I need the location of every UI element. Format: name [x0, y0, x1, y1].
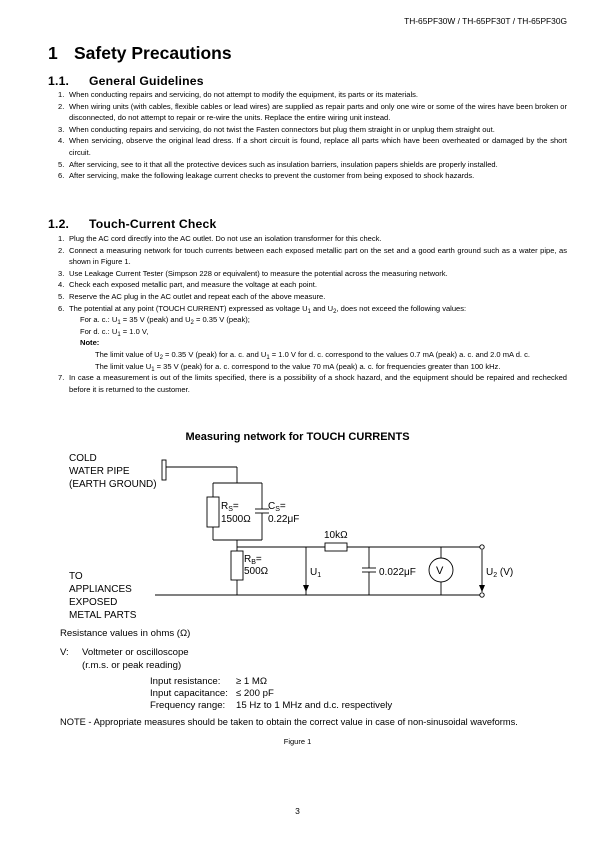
item-text: After servicing, see to it that all the protective devices such as insulation barriers, insulation papers shields are properly installed. [69, 159, 498, 169]
r10k-label: 10kΩ [324, 530, 348, 541]
voltmeter-desc-2: (r.m.s. or peak reading) [82, 660, 182, 671]
item-text: Connect a measuring network for touch currents between each exposed metallic part on the set and a good earth ground such as a water pipe, as shown in Figure 1. [69, 245, 567, 267]
item-text: Check each exposed metallic part, and measure the voltage at each point. [69, 280, 317, 290]
subsection-title-text: Touch-Current Check [89, 217, 217, 231]
page-number: 3 [295, 806, 300, 816]
item-text: When wiring units (with cables, flexible cables or lead wires) are supplied as repair parts and only one wire or some of the wires have been broken or disconnected, do not attempt to repair or re-wire the units. Replace the entire wiring unit instead. [69, 101, 567, 123]
item-number: 6. [58, 171, 65, 181]
item-number: 1. [58, 90, 65, 99]
water-pipe-symbol [162, 460, 166, 480]
item-number: 2. [58, 101, 65, 111]
exposed-label: EXPOSED [69, 597, 118, 608]
item-number: 5. [58, 159, 65, 169]
ac-limit-line: For a. c.: $U_1 = 35$ V (peak) and $U_2 = 0.35$ V (peak); [80, 315, 250, 327]
input-capacitance-label: Input capacitance: [150, 688, 228, 699]
input-resistance-label: Input resistance: [150, 676, 221, 687]
diagram-title: Measuring network for TOUCH CURRENTS [185, 431, 410, 443]
voltmeter-label: V [436, 565, 444, 577]
item-text: Reserve the AC plug in the AC outlet and repeat each of the above measure. [69, 291, 326, 301]
cold-label: COLD [69, 453, 97, 464]
cs-value: 0.22μF [268, 514, 300, 525]
item-text: After servicing, make the following leakage current checks to prevent the customer from being exposed to shock hazards. [69, 171, 475, 181]
dc-limit-line: For d. c.: $U_1 = 1.0$ V, [80, 326, 149, 338]
cap-0022-label: 0.022μF [379, 567, 416, 578]
item-number: 3. [58, 124, 65, 134]
rb-label: $R_B=$ [244, 554, 262, 566]
frequency-range-value: 15 Hz to 1 MHz and d.c. respectively [236, 700, 393, 711]
u2-label: $U_2$ (V) [486, 567, 514, 579]
item-text: When servicing, observe the original lead dress. If a short circuit is found, replace all parts which have been overheated or damaged by the short circuit. [69, 136, 567, 157]
note-text-2: The limit value $U_1 = 35$ V (peak) for a. c. correspond to the value 70 mA (peak) a. c. for frequencies greater than 100 kHz. [95, 361, 501, 373]
item-text: Use Leakage Current Tester (Simpson 228 or equivalent) to measure the potential across the measuring network. [69, 268, 448, 278]
rs-value: 1500Ω [221, 514, 251, 525]
item-text: In case a measurement is out of the limits specified, there is a possibility of a shock hazard, and the equipment should be repaired and rechecked before it is returned to the customer. [69, 373, 567, 394]
subsection-title-text: General Guidelines [89, 74, 204, 88]
waveform-note: NOTE - Appropriate measures should be taken to obtain the correct value in case of non-sinusoidal waveforms. [60, 717, 518, 727]
item-number: 1. [58, 234, 65, 243]
item-text: When conducting repairs and servicing, do not attempt to modify the equipment, its parts or its materials. [69, 90, 419, 99]
item-number: 4. [58, 136, 65, 146]
input-capacitance-value: ≤ 200 pF [236, 688, 274, 699]
rb-value: 500Ω [244, 566, 269, 577]
figure-caption: Figure 1 [283, 737, 312, 746]
resistor-rs [207, 497, 219, 527]
item-number: 3. [58, 268, 65, 278]
to-label: TO [69, 571, 83, 582]
earth-ground-label: (EARTH GROUND) [69, 479, 157, 490]
frequency-range-label: Frequency range: [150, 700, 226, 711]
item-number: 2. [58, 245, 65, 255]
item-text: When conducting repairs and servicing, do not twist the Fasten connectors but plug them straight in or unplug them straight out. [69, 124, 495, 134]
appliances-label: APPLIANCES [69, 584, 132, 595]
page-header-models: TH-65PF30W / TH-65PF30T / TH-65PF30G [404, 16, 567, 26]
resistor-rb [231, 551, 243, 580]
water-pipe-label: WATER PIPE [69, 466, 130, 477]
item-text: Plug the AC cord directly into the AC outlet. Do not use an isolation transformer for this check. [69, 234, 382, 243]
u1-label: $U_1$ [310, 567, 322, 579]
subsection-number: 1.1. [48, 74, 70, 88]
terminal-top [480, 545, 484, 549]
section-number: 1 [48, 43, 58, 63]
item-number: 6. [58, 303, 65, 313]
input-resistance-value: ≥ 1 MΩ [236, 676, 268, 687]
rs-label: $R_S=$ [221, 501, 239, 513]
note-text-1: The limit value of $U_2 = 0.35$ V (peak) for a. c. and $U_1 = 1.0$ V for d. c. correspond to the values 0.7 mA (peak) a. c. and 2.0 mA d. c. [95, 349, 530, 361]
voltmeter-desc: Voltmeter or oscilloscope [82, 647, 189, 658]
item-number: 7. [58, 373, 65, 383]
item-number: 4. [58, 280, 65, 290]
terminal-bottom [480, 593, 484, 597]
item-number: 5. [58, 291, 65, 301]
section-title-text: Safety Precautions [74, 43, 232, 63]
item-text: The potential at any point (TOUCH CURRENT) expressed as voltage $U_1$ and $U_2$, does not exceed the following values: [69, 303, 467, 315]
cs-label: $C_S=$ [268, 501, 286, 513]
resistance-note: Resistance values in ohms (Ω) [60, 628, 191, 639]
subsection-number: 1.2. [48, 217, 70, 231]
resistor-10k [325, 543, 347, 551]
v-label: V: [60, 647, 69, 658]
note-label: Note: [80, 338, 100, 348]
metal-parts-label: METAL PARTS [69, 610, 137, 621]
